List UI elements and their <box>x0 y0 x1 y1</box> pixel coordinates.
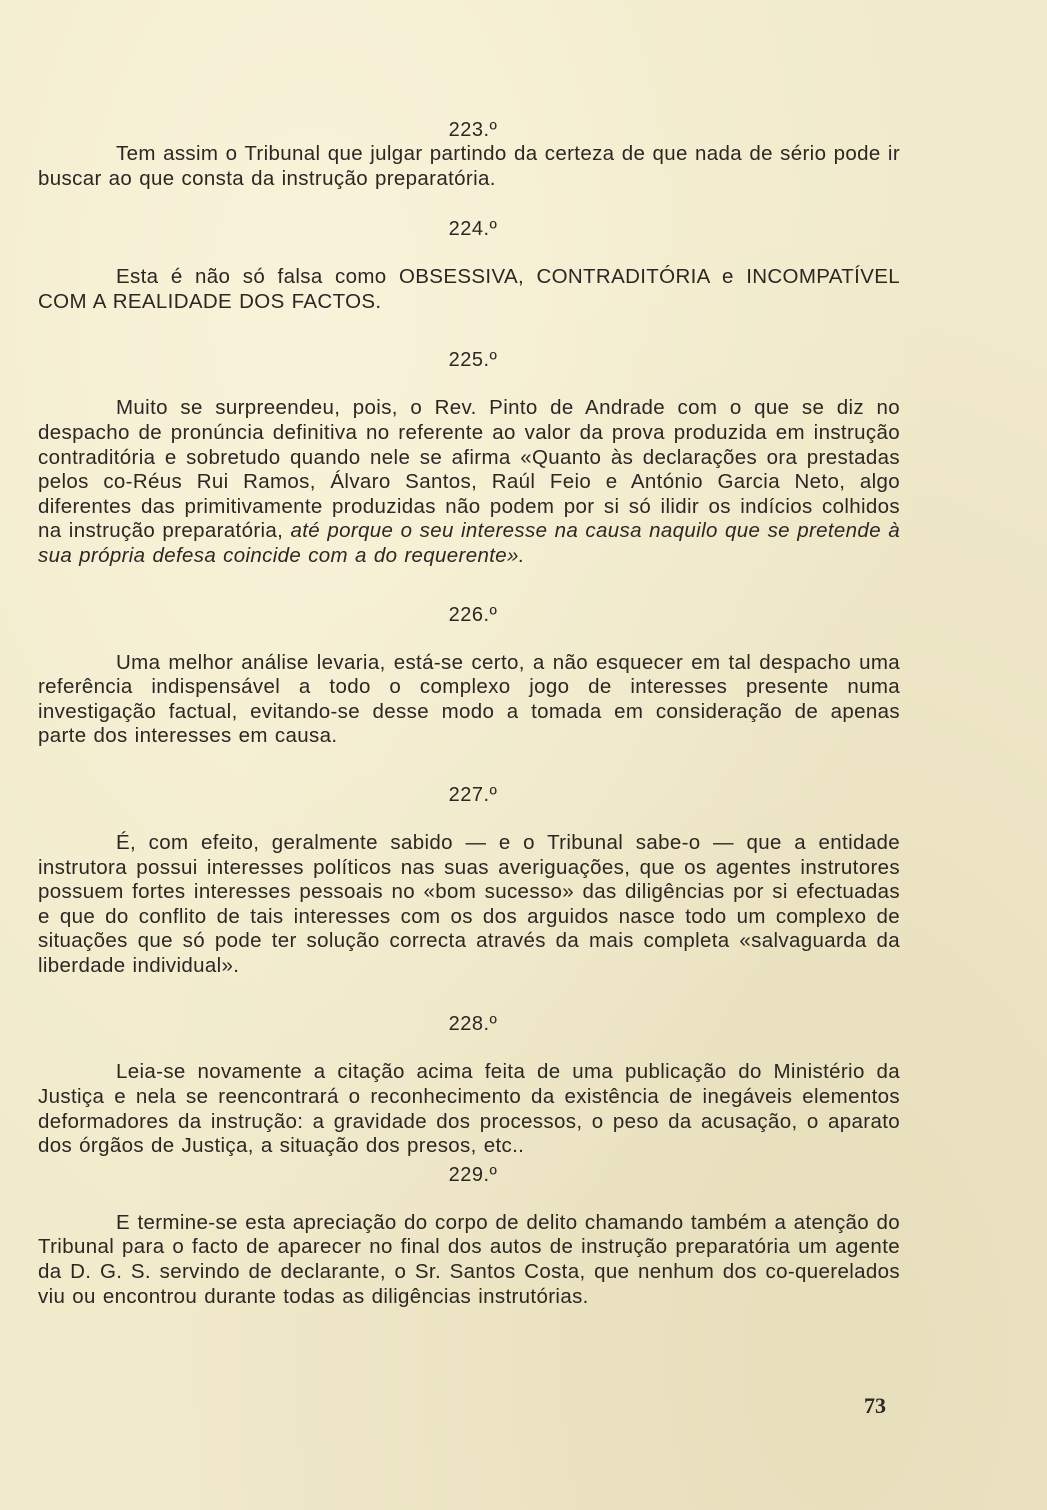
section-number-226: 226.º <box>448 603 498 626</box>
page-content <box>38 118 900 1309</box>
section-number-228: 228.º <box>448 1013 498 1036</box>
section-text-227: É, com efeito, geralmente sabido — e o Tribunal sabe-o — que a entidade instrutora possui interesses políticos nas suas averiguações, que os agentes instrutores possuem fortes interesses pessoais no «bom sucesso» das diligências por si efectuadas e que do conflito de tais interesses com os dos arguidos nasce todo um complexo de situações que só pode ter solução correcta através da mais completa «salvaguarda da liberdade individual». <box>38 830 900 977</box>
section-number-224: 224.º <box>448 218 498 241</box>
section-text-229: E termine-se esta apreciação do corpo de delito chamando também a atenção do Tribunal para o facto de aparecer no final dos autos de instrução preparatória um agente da D. G. S. servindo de declarante, o Sr. Santos Costa, que nenhum dos co-querelados viu ou encontrou durante todas as diligências instrutórias. <box>38 1210 900 1308</box>
section-text-225-main: Muito se surpreendeu, pois, o Rev. Pinto de Andrade com o que se diz no despacho de pronúncia definitiva no referente ao valor da prova produzida em instrução contraditória e sobretudo quando nele se afirma «Quanto às declarações ora prestadas pelos co-Réus Rui Ramos, Álvaro Santos, Raúl Feio e António Garcia Neto, algo diferentes das primitivamente produzidas não podem por si só ilidir os indícios colhidos na instrução preparatória, <box>38 396 900 543</box>
section-text-226: Uma melhor análise levaria, está-se certo, a não esquecer em tal despacho uma referência indispensável a todo o complexo jogo de interesses presente numa investigação factual, evitando-se desse modo a tomada em consideração de apenas parte dos interesses em causa. <box>38 650 900 748</box>
section-number-229: 229.º <box>448 1163 498 1186</box>
section-number-227: 227.º <box>448 783 498 806</box>
section-text-224: Esta é não só falsa como OBSESSIVA, CONTRADITÓRIA e INCOMPATÍVEL COM A REALIDADE DOS FACTOS. <box>38 265 900 313</box>
section-text-225 <box>38 396 900 568</box>
section-text-223: Tem assim o Tribunal que julgar partindo da certeza de que nada de sério pode ir buscar ao que consta da instrução preparatória. <box>38 142 900 190</box>
section-number-223: 223.º <box>448 119 498 141</box>
section-number-225: 225.º <box>448 349 498 372</box>
section-text-225-italic: até porque o seu interesse na causa naquilo que se pretende à sua própria defesa coincide com a do requerente». <box>38 519 900 567</box>
section-text-228: Leia-se novamente a citação acima feita de uma publicação do Ministério da Justiça e nela se reencontrará o reconhecimento da existência de inegáveis elementos deformadores da instrução: a gravidade dos processos, o peso da acusação, o aparato dos órgãos de Justiça, a situação dos presos, etc.. <box>38 1060 900 1158</box>
page-number: 73 <box>864 1393 886 1418</box>
